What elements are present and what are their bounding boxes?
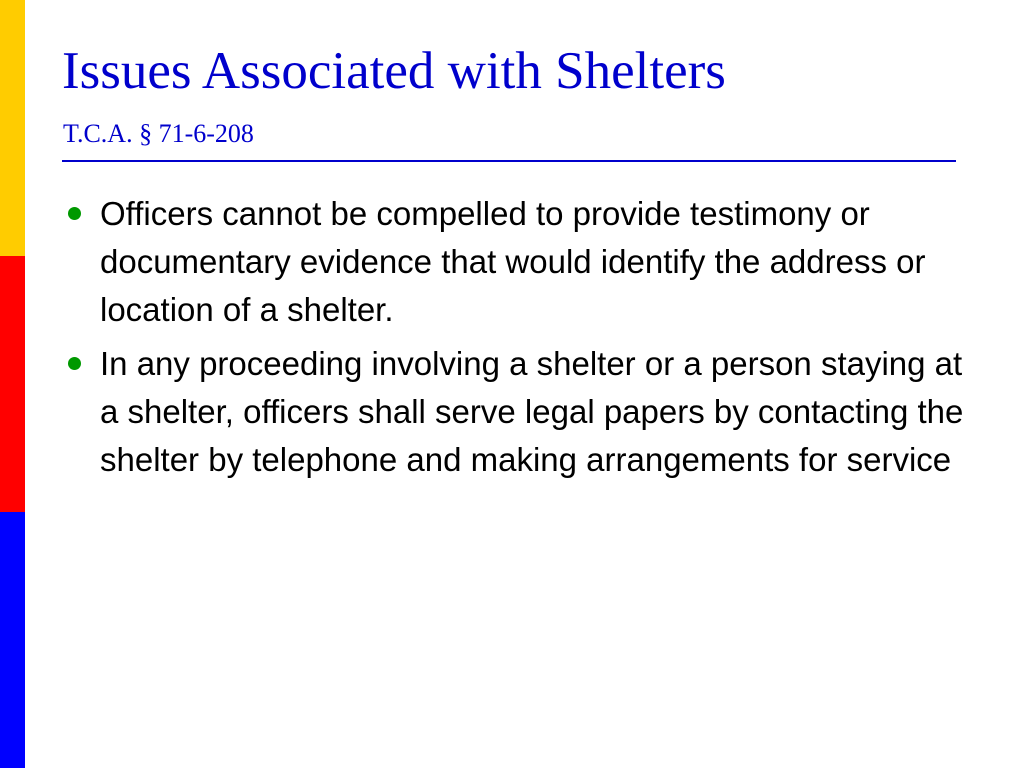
- slide-title: Issues Associated with Shelters: [62, 42, 726, 100]
- side-stripe-yellow: [0, 0, 25, 256]
- bullet-list: [62, 190, 982, 490]
- side-stripe-blue: [0, 512, 25, 768]
- side-stripe-red: [0, 256, 25, 512]
- slide-subtitle: T.C.A. § 71-6-208: [63, 119, 254, 148]
- bullet-item: [62, 340, 982, 484]
- bullet-dot-icon: [68, 207, 81, 220]
- bullet-item: [62, 190, 982, 334]
- title-divider: [62, 160, 956, 162]
- bullet-text: Officers cannot be compelled to provide testimony or documentary evidence that would identify the address or location of a shelter.: [100, 195, 926, 328]
- bullet-dot-icon: [68, 357, 81, 370]
- bullet-text: In any proceeding involving a shelter or a person staying at a shelter, officers shall serve legal papers by contacting the shelter by telephone and making arrangements for service: [100, 345, 964, 478]
